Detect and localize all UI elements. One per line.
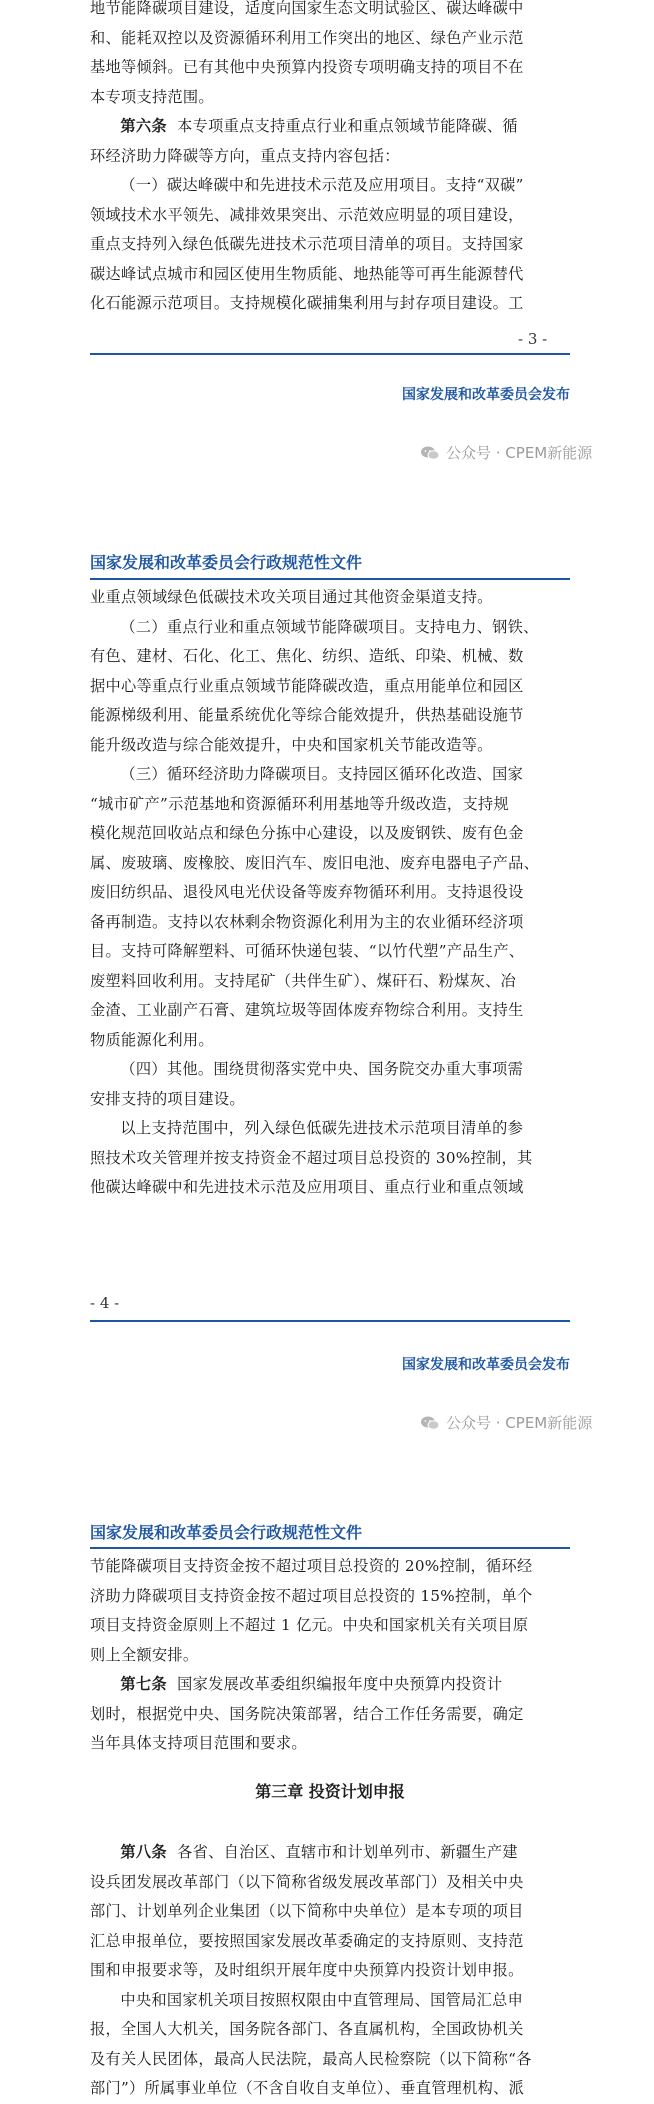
item4-line-2: 安排支持的项目建设。 [90, 1089, 245, 1108]
article8-line-4: 汇总申报单位，要按照国家发展改革委确定的支持原则、支持范 [90, 1931, 524, 1950]
page4-footer-rule [90, 1320, 570, 1322]
funding-line-1: 以上支持范围中，列入绿色低碳先进技术示范项目清单的参 [120, 1119, 524, 1137]
watermark-2 [420, 1412, 592, 1433]
item1-line-1: （一）碳达峰碳中和先进技术示范及应用项目。支持“双碳” [120, 176, 524, 194]
page4-header-title: 国家发展和改革委员会行政规范性文件 [90, 553, 363, 572]
item3-line-7: 目。支持可降解塑料、可循环快递包装、“以竹代塑”产品生产、 [90, 942, 525, 960]
page5-body-a [90, 1552, 570, 1759]
item2-line-2: 有色、建材、石化、化工、焦化、纺织、造纸、印染、机械、数 [90, 647, 524, 665]
item3-line-8: 废塑料回收利用。支持尾矿（共伴生矿）、煤矸石、粉煤灰、冶 [90, 971, 517, 990]
para-last-line-4: 部门”）所属事业单位（不含自收自支单位）、垂直管理机构、派 [90, 2079, 525, 2097]
page5-body-b [90, 1838, 570, 2104]
page4-footer-publisher: 国家发展和改革委员会发布 [402, 1357, 570, 1373]
page3-line-4: 本专项支持范围。 [90, 87, 214, 106]
funding-cont-line-3: 项目支持资金原则上不超过 1 亿元。中央和国家机关有关项目原 [90, 1616, 529, 1634]
watermark-text: 公众号 · CPEM新能源 [446, 444, 593, 462]
item1-line-4: 碳达峰试点城市和园区使用生物质能、地热能等可再生能源替代 [90, 264, 524, 283]
item2-line-3: 据中心等重点行业重点领域节能降碳改造，重点用能单位和园区 [90, 676, 524, 695]
funding-cont-line-2: 济助力降碳项目支持资金按不超过项目总投资的 15%控制，单个 [90, 1586, 533, 1605]
item2-line-5: 能升级改造与综合能效提升，中央和国家机关节能改造等。 [90, 735, 493, 754]
page4-first-line: 业重点领域绿色低碳技术攻关项目通过其他资金渠道支持。 [90, 588, 493, 606]
para-last-line-3: 及有关人民团体，最高人民法院，最高人民检察院（以下简称“各 [90, 2049, 532, 2068]
para-last-line-1: 中央和国家机关项目按照权限由中直管理局、国管局汇总申 [120, 1990, 524, 2009]
item2-line-4: 能源梯级利用、能量系统优化等综合能效提升，供热基础设施节 [90, 706, 524, 724]
item3-line-6: 备再制造。支持以农林剩余物资源化利用为主的农业循环经济项 [90, 912, 524, 931]
article6-label: 第六条 [120, 117, 167, 135]
funding-line-2: 照技术攻关管理并按支持资金不超过项目总投资的 30%控制，其 [90, 1148, 533, 1167]
article7-paragraph [90, 1670, 570, 1700]
article8-line-5: 围和申报要求等，及时组织开展年度中央预算内投资计划申报。 [90, 1961, 524, 1979]
item1-line-5: 化石能源示范项目。支持规模化碳捕集利用与封存项目建设。工 [90, 294, 524, 312]
article6-paragraph [90, 112, 570, 142]
item3-line-9: 金渣、工业副产石膏、建筑垃圾等固体废弃物综合利用。支持生 [90, 1001, 524, 1019]
page3-footer-publisher: 国家发展和改革委员会发布 [402, 387, 570, 403]
item1-line-3: 重点支持列入绿色低碳先进技术示范项目清单的项目。支持国家 [90, 235, 524, 253]
page4-body [90, 583, 570, 1203]
page4-number: - 4 - [90, 1294, 120, 1312]
page5-header-rule [90, 1547, 570, 1549]
watermark-1 [420, 442, 592, 463]
item3-line-3: 模化规范回收站点和绿色分拣中心建设，以及废钢铁、废有色金 [90, 824, 524, 842]
chapter-title: 第三章 投资计划申报 [255, 1782, 405, 1801]
page4-header-rule [90, 578, 570, 580]
page3-number: - 3 - [518, 330, 548, 348]
item3-line-5: 废旧纺织品、退役风电光伏设备等废弃物循环利用。支持退役设 [90, 883, 524, 901]
funding-cont-line-4: 则上全额安排。 [90, 1645, 199, 1664]
para-last-line-2: 报，全国人大机关，国务院各部门、各直属机构，全国政协机关 [90, 2020, 524, 2038]
wechat-icon [420, 445, 440, 461]
item4-line-1: （四）其他。围绕贯彻落实党中央、国务院交办重大事项需 [120, 1060, 524, 1078]
watermark-text: 公众号 · CPEM新能源 [446, 1414, 593, 1432]
article8-line-3: 部门、计划单列企业集团（以下简称中央单位）是本专项的项目 [90, 1902, 524, 1920]
page3-line-3: 基地等倾斜。已有其他中央预算内投资专项明确支持的项目不在 [90, 58, 524, 76]
wechat-icon [420, 1415, 440, 1431]
article6-text: 本专项重点支持重点行业和重点领域节能降碳、循 [177, 117, 518, 135]
article8-paragraph [90, 1838, 570, 1868]
page3-footer-rule [90, 353, 570, 355]
article8-label: 第八条 [120, 1843, 167, 1861]
item2-line-1: （二）重点行业和重点领域节能降碳项目。支持电力、钢铁、 [120, 617, 539, 636]
article7-label: 第七条 [120, 1675, 167, 1693]
page3-line-1: 地节能降碳项目建设，适度向国家生态文明试验区、碳达峰碳中 [90, 0, 524, 17]
item1-line-2: 领域技术水平领先、减排效果突出、示范效应明显的项目建设， [90, 205, 524, 224]
article8-text: 各省、自治区、直辖市和计划单列市、新疆生产建 [177, 1843, 518, 1861]
item3-line-1: （三）循环经济助力降碳项目。支持园区循环化改造、国家 [120, 765, 524, 783]
page3-body [90, 0, 570, 319]
page5-header-title: 国家发展和改革委员会行政规范性文件 [90, 1523, 363, 1542]
article6-continued: 环经济助力降碳等方向，重点支持内容包括： [90, 146, 400, 165]
article7-line-2: 划时，根据党中央、国务院决策部署，结合工作任务需要，确定 [90, 1704, 524, 1723]
item3-line-4: 属、废玻璃、废橡胶、废旧汽车、废旧电池、废弃电器电子产品、 [90, 853, 540, 872]
funding-line-3: 他碳达峰碳中和先进技术示范及应用项目、重点行业和重点领域 [90, 1178, 524, 1196]
article7-text: 国家发展改革委组织编报年度中央预算内投资计 [177, 1675, 503, 1693]
page3-line-2: 和、能耗双控以及资源循环利用工作突出的地区、绿色产业示范 [90, 28, 524, 47]
article7-line-3: 当年具体支持项目范围和要求。 [90, 1734, 307, 1752]
item3-line-2: “城市矿产”示范基地和资源循环利用基地等升级改造，支持规 [90, 794, 509, 813]
item3-line-10: 物质能源化利用。 [90, 1030, 214, 1049]
funding-cont-line-1: 节能降碳项目支持资金按不超过项目总投资的 20%控制，循环经 [90, 1557, 533, 1575]
article8-line-2: 设兵团发展改革部门（以下简称省级发展改革部门）及相关中央 [90, 1872, 524, 1891]
